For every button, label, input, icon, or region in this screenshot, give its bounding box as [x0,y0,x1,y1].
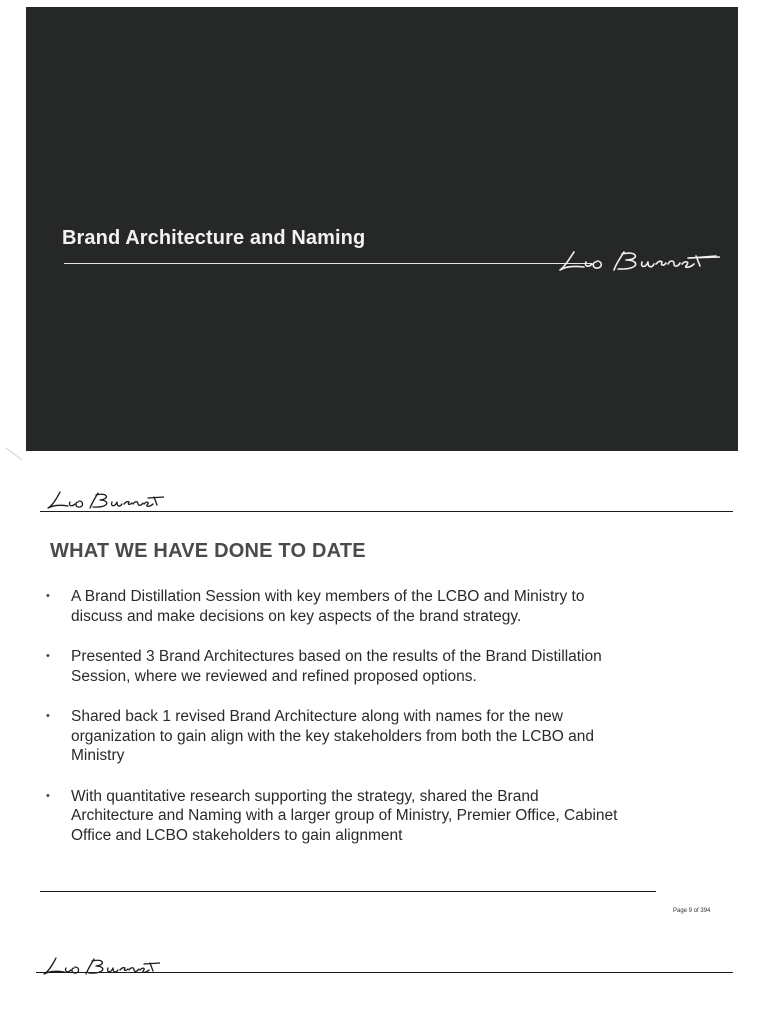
list-item [46,707,696,766]
bullet-icon: • [46,789,50,802]
section-heading: WHAT WE HAVE DONE TO DATE [50,540,366,562]
bullet-icon: • [46,590,50,602]
bullet-line: Office and LCBO stakeholders to gain alignment [71,826,403,844]
header-divider [40,511,733,512]
slide-title: Brand Architecture and Naming [62,227,366,249]
bullet-line: Session, where we reviewed and refined proposed options. [71,667,477,685]
bullet-line: Architecture and Naming with a larger group of Ministry, Premier Office, Cabinet [71,807,618,824]
title-slide [26,7,738,451]
bullet-line: A Brand Distillation Session with key members of the LCBO and Ministry to [71,588,585,605]
list-item [46,647,696,686]
progress-bullet-list [46,587,696,866]
list-item [46,587,696,626]
bullet-line: Presented 3 Brand Architectures based on the results of the Brand Distillation [71,648,602,665]
list-item [46,787,696,846]
leo-burnett-signature-icon [540,236,720,280]
page-number: Page 9 of 394 [673,908,711,914]
bullet-line: Shared back 1 revised Brand Architecture along with names for the new [71,708,563,725]
scan-artifact-icon [4,446,24,462]
leo-burnett-signature-icon [36,952,160,982]
footer-divider [40,891,656,892]
bottom-divider [36,972,733,973]
bullet-line: With quantitative research supporting the strategy, shared the Brand [71,787,539,805]
bullet-line: organization to gain align with the key stakeholders from both the LCBO and [71,727,595,745]
bullet-icon: • [46,650,50,662]
slide-title-underline [64,263,592,264]
bullet-icon: • [46,710,50,722]
bullet-line: discuss and make decisions on key aspects of the brand strategy. [71,607,522,625]
bullet-line: Ministry [71,747,125,764]
